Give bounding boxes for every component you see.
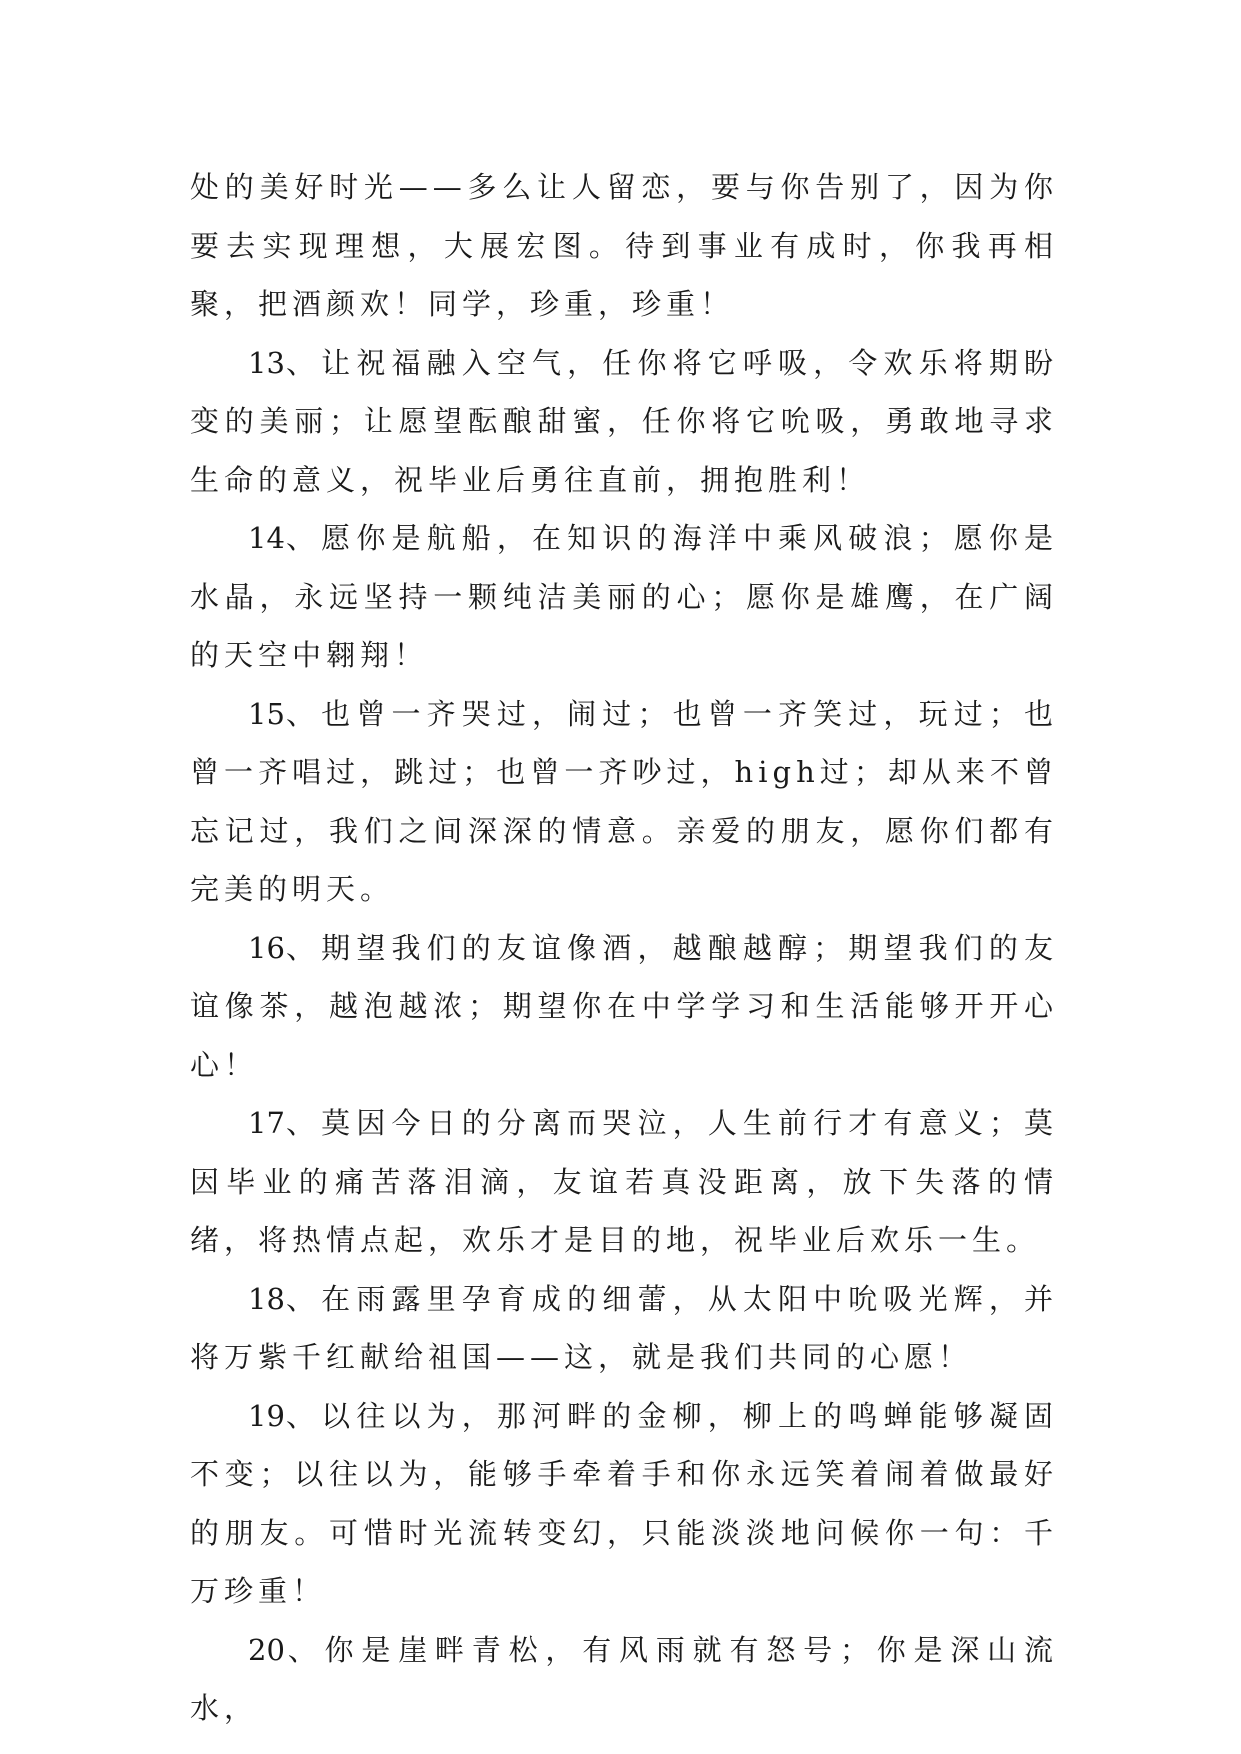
- paragraph-text: 、愿你是航船，在知识的海洋中乘风破浪；愿你是水晶，永远坚持一颗纯洁美丽的心；愿你是雄鹰，在广阔的天空中翱翔！: [190, 521, 1058, 672]
- paragraph-number: 15: [248, 696, 285, 731]
- paragraph-text: 、让祝福融入空气，任你将它呼吸，令欢乐将期盼变的美丽；让愿望酝酿甜蜜，任你将它吮吸，勇敢地寻求生命的意义，祝毕业后勇往直前，拥抱胜利！: [190, 345, 1058, 497]
- paragraph-15: [190, 685, 1058, 919]
- paragraph-20: [190, 1621, 1058, 1738]
- paragraph-text: 、莫因今日的分离而哭泣，人生前行才有意义；莫因毕业的痛苦落泪滴，友谊若真没距离，放下失落的情绪，将热情点起，欢乐才是目的地，祝毕业后欢乐一生。: [190, 1106, 1058, 1257]
- paragraph-17: [190, 1094, 1058, 1270]
- paragraph-text: 、以往以为，那河畔的金柳，柳上的鸣蝉能够凝固不变；以往以为，能够手牵着手和你永远笑着闹着做最好的朋友。可惜时光流转变幻，只能淡淡地问候你一句：千万珍重！: [190, 1398, 1058, 1608]
- paragraph-number: 14: [248, 521, 285, 555]
- paragraph-number: 13: [248, 345, 285, 380]
- paragraph-18: [190, 1270, 1058, 1387]
- paragraph-number: 18: [248, 1281, 285, 1316]
- paragraph-text: 、也曾一齐哭过，闹过；也曾一齐笑过，玩过；也曾一齐唱过，跳过；也曾一齐吵过，high过；却从来不曾忘记过，我们之间深深的情意。亲爱的朋友，愿你们都有完美的明天。: [190, 696, 1058, 906]
- paragraph-13: [190, 334, 1058, 510]
- paragraph-14: [190, 509, 1058, 685]
- paragraph-number: 17: [248, 1106, 285, 1140]
- paragraph-continued: [190, 158, 1058, 334]
- paragraph-number: 20: [248, 1632, 285, 1667]
- paragraph-number: 16: [248, 930, 285, 965]
- paragraph-text: 、在雨露里孕育成的细蕾，从太阳中吮吸光辉，并将万紫千红献给祖国——这，就是我们共同的心愿！: [190, 1281, 1058, 1374]
- paragraph-19: [190, 1387, 1058, 1621]
- paragraph-16: [190, 919, 1058, 1095]
- paragraph-text: 、你是崖畔青松，有风雨就有怒号；你是深山流水，: [190, 1632, 1058, 1725]
- paragraph-text: 、期望我们的友谊像酒，越酿越醇；期望我们的友谊像茶，越泡越浓；期望你在中学学习和生活能够开开心心！: [190, 930, 1058, 1082]
- paragraph-text: 处的美好时光——多么让人留恋，要与你告别了，因为你要去实现理想，大展宏图。待到事业有成时，你我再相聚，把酒颜欢！同学，珍重，珍重！: [190, 170, 1058, 321]
- paragraph-number: 19: [248, 1398, 285, 1433]
- document-body: [190, 158, 1058, 1738]
